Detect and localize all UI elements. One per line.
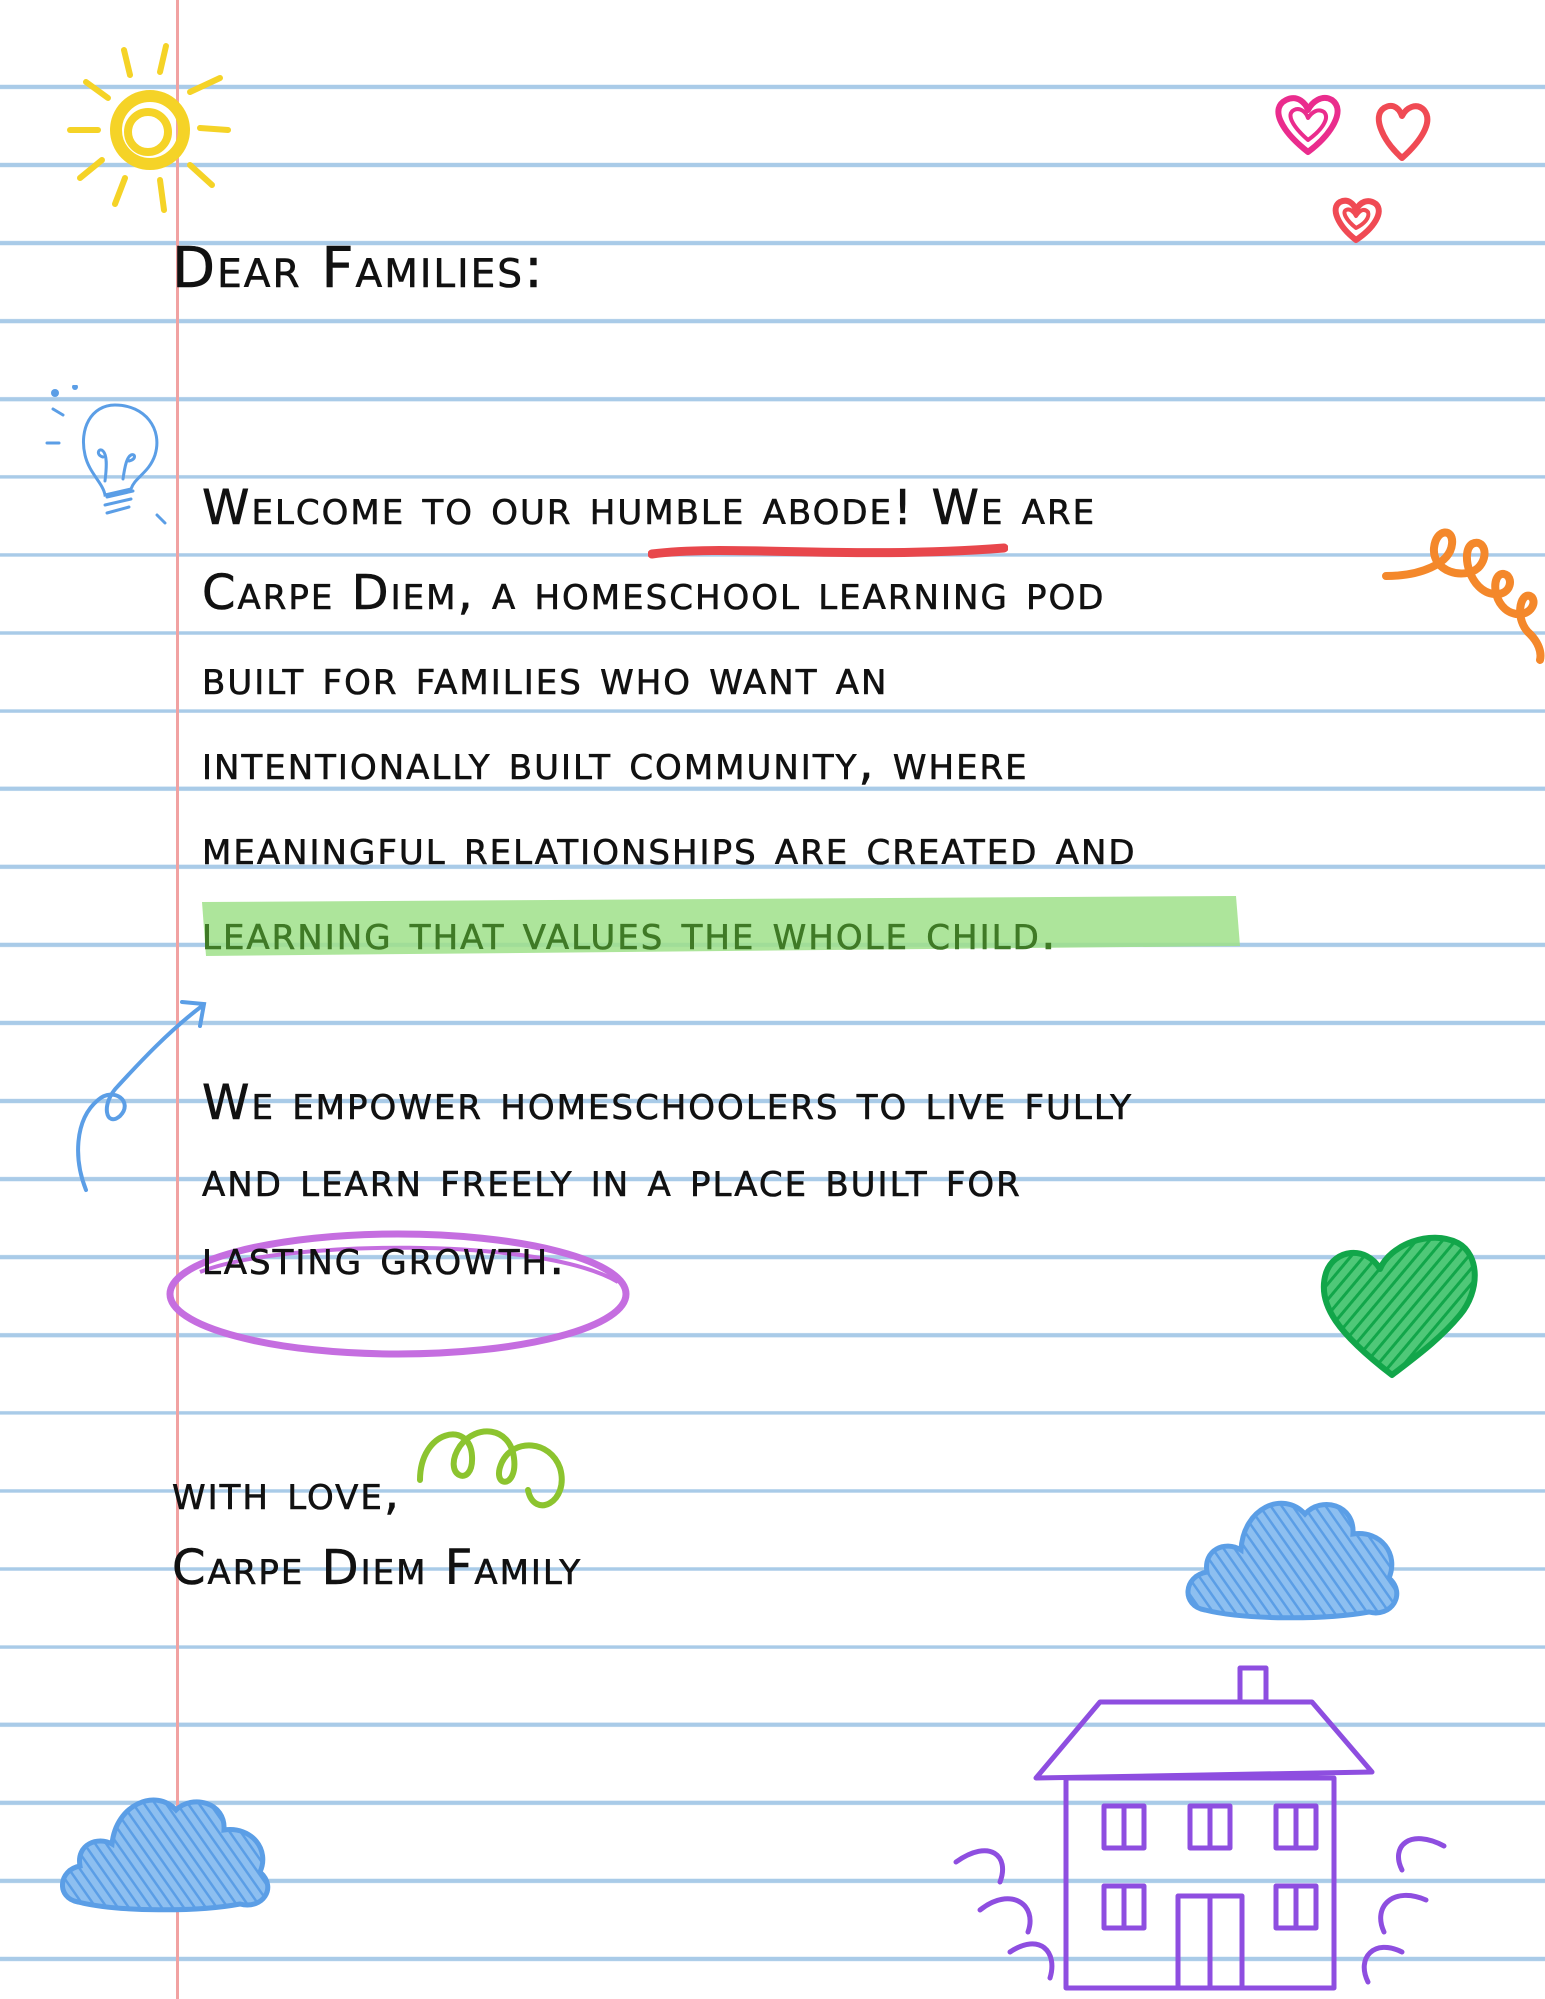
house-icon — [950, 1660, 1450, 1999]
greeting: Dear Families: — [172, 236, 545, 301]
signoff-signature: Carpe Diem Family — [172, 1540, 583, 1596]
arrow-icon — [70, 990, 220, 1200]
paragraph-line: We empower homeschoolers to live fully — [202, 1075, 1134, 1131]
signoff-line: with love, — [172, 1465, 402, 1521]
hearts-icon — [1260, 80, 1440, 250]
paragraph-line: intentionally built community, where — [202, 735, 1029, 791]
underline-mark — [648, 540, 1008, 564]
green-heart-icon — [1310, 1225, 1485, 1385]
underlined-phrase: humble abode! — [589, 480, 915, 536]
circled-phrase: lasting growth. — [202, 1230, 567, 1286]
cloud-icon — [1185, 1480, 1405, 1630]
green-loops-icon — [410, 1410, 590, 1540]
paragraph-line: and learn freely in a place built for — [202, 1152, 1022, 1208]
cloud-icon — [60, 1780, 280, 1920]
highlighted-phrase: learning that values the whole child. — [202, 905, 1059, 961]
paragraph-line: Welcome to our humble abode! We are — [202, 480, 1097, 536]
orange-swirl-icon — [1380, 510, 1545, 670]
lightbulb-icon — [45, 385, 175, 525]
paragraph-line: meaningful relationships are created and — [202, 820, 1137, 876]
paragraph-line: built for families who want an — [202, 650, 889, 706]
sun-icon — [30, 20, 240, 220]
paragraph-line: Carpe Diem, a homeschool learning pod — [202, 565, 1106, 621]
